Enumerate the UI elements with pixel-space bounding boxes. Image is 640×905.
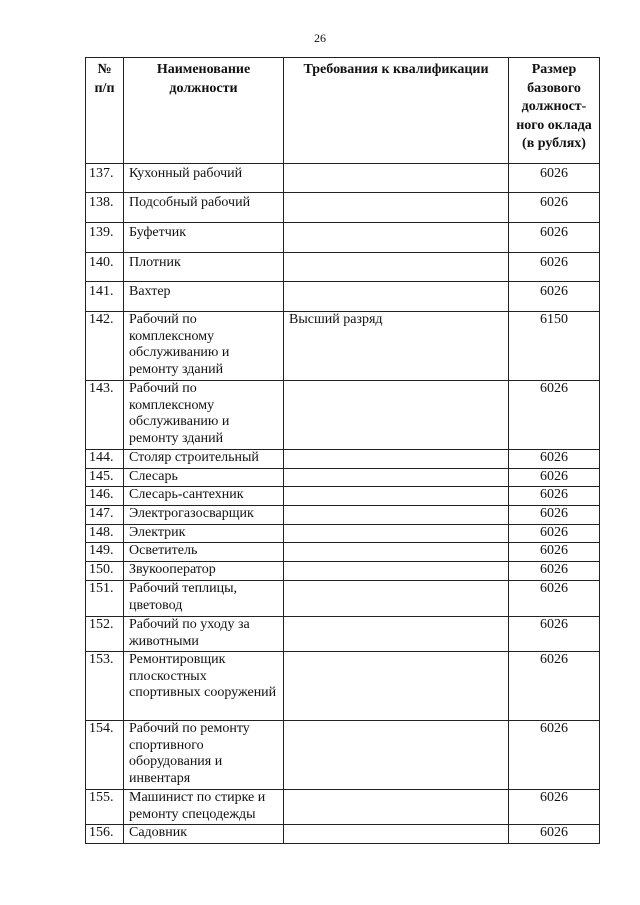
row-requirements bbox=[284, 543, 509, 562]
row-position: Ремонтировщик плоскостных спортивных сооружений bbox=[124, 652, 284, 721]
table-row bbox=[86, 253, 600, 282]
row-salary: 6026 bbox=[509, 652, 600, 721]
row-salary: 6026 bbox=[509, 721, 600, 790]
row-requirements bbox=[284, 487, 509, 506]
row-requirements bbox=[284, 617, 509, 652]
table-row bbox=[86, 652, 600, 721]
row-requirements bbox=[284, 223, 509, 253]
row-position: Рабочий по комплексному обслуживанию и ремонту зданий bbox=[124, 312, 284, 381]
table-row bbox=[86, 487, 600, 506]
row-requirements bbox=[284, 506, 509, 525]
table-row bbox=[86, 721, 600, 790]
row-number: 149. bbox=[86, 543, 124, 562]
row-position: Рабочий по уходу за животными bbox=[124, 617, 284, 652]
row-number: 142. bbox=[86, 312, 124, 381]
row-requirements bbox=[284, 282, 509, 312]
row-number: 155. bbox=[86, 790, 124, 825]
row-requirements: Высший разряд bbox=[284, 312, 509, 381]
table-row bbox=[86, 282, 600, 312]
row-position: Рабочий по комплексному обслуживанию и ремонту зданий bbox=[124, 381, 284, 450]
row-position: Машинист по стирке и ремонту спецодежды bbox=[124, 790, 284, 825]
table-row bbox=[86, 450, 600, 469]
row-salary: 6026 bbox=[509, 381, 600, 450]
row-position: Электрогазосварщик bbox=[124, 506, 284, 525]
positions-table bbox=[85, 57, 600, 844]
table-row bbox=[86, 525, 600, 543]
row-number: 143. bbox=[86, 381, 124, 450]
table-row bbox=[86, 543, 600, 562]
row-position: Вахтер bbox=[124, 282, 284, 312]
row-requirements bbox=[284, 450, 509, 469]
row-number: 140. bbox=[86, 253, 124, 282]
row-number: 154. bbox=[86, 721, 124, 790]
row-number: 139. bbox=[86, 223, 124, 253]
row-salary: 6026 bbox=[509, 506, 600, 525]
row-salary: 6026 bbox=[509, 825, 600, 844]
row-number: 150. bbox=[86, 562, 124, 581]
row-position: Подсобный рабочий bbox=[124, 193, 284, 223]
row-salary: 6026 bbox=[509, 253, 600, 282]
row-number: 147. bbox=[86, 506, 124, 525]
row-number: 146. bbox=[86, 487, 124, 506]
table-row bbox=[86, 469, 600, 487]
row-number: 137. bbox=[86, 164, 124, 193]
row-salary: 6026 bbox=[509, 487, 600, 506]
row-salary: 6026 bbox=[509, 193, 600, 223]
row-number: 148. bbox=[86, 525, 124, 543]
row-requirements bbox=[284, 381, 509, 450]
row-requirements bbox=[284, 525, 509, 543]
row-salary: 6026 bbox=[509, 790, 600, 825]
row-salary: 6026 bbox=[509, 581, 600, 617]
row-number: 144. bbox=[86, 450, 124, 469]
row-salary: 6026 bbox=[509, 450, 600, 469]
row-requirements bbox=[284, 164, 509, 193]
row-requirements bbox=[284, 253, 509, 282]
row-position: Электрик bbox=[124, 525, 284, 543]
row-number: 151. bbox=[86, 581, 124, 617]
table-row bbox=[86, 825, 600, 844]
row-position: Садовник bbox=[124, 825, 284, 844]
table-header-row bbox=[86, 58, 600, 164]
table-row bbox=[86, 164, 600, 193]
row-position: Плотник bbox=[124, 253, 284, 282]
row-position: Буфетчик bbox=[124, 223, 284, 253]
row-salary: 6026 bbox=[509, 469, 600, 487]
table-row bbox=[86, 617, 600, 652]
row-number: 141. bbox=[86, 282, 124, 312]
row-number: 138. bbox=[86, 193, 124, 223]
row-position: Рабочий по ремонту спортивного оборудования и инвентаря bbox=[124, 721, 284, 790]
row-number: 156. bbox=[86, 825, 124, 844]
row-position: Рабочий теплицы, цветовод bbox=[124, 581, 284, 617]
row-number: 145. bbox=[86, 469, 124, 487]
row-position: Слесарь-сантехник bbox=[124, 487, 284, 506]
header-requirements: Требования к квалификации bbox=[284, 58, 509, 164]
row-salary: 6026 bbox=[509, 282, 600, 312]
table-row bbox=[86, 790, 600, 825]
table-row bbox=[86, 581, 600, 617]
row-number: 153. bbox=[86, 652, 124, 721]
row-number: 152. bbox=[86, 617, 124, 652]
row-position: Столяр строительный bbox=[124, 450, 284, 469]
header-name: Наименование должности bbox=[124, 58, 284, 164]
row-requirements bbox=[284, 790, 509, 825]
header-salary: Размер базового должност-ного оклада (в рублях) bbox=[509, 58, 600, 164]
row-requirements bbox=[284, 562, 509, 581]
table-row bbox=[86, 506, 600, 525]
row-requirements bbox=[284, 469, 509, 487]
row-requirements bbox=[284, 652, 509, 721]
row-position: Звукооператор bbox=[124, 562, 284, 581]
page-number: 26 bbox=[314, 31, 326, 45]
row-position: Слесарь bbox=[124, 469, 284, 487]
row-requirements bbox=[284, 581, 509, 617]
row-requirements bbox=[284, 193, 509, 223]
table-row bbox=[86, 193, 600, 223]
header-num: № п/п bbox=[86, 58, 124, 164]
row-requirements bbox=[284, 825, 509, 844]
row-salary: 6150 bbox=[509, 312, 600, 381]
table-row bbox=[86, 381, 600, 450]
row-salary: 6026 bbox=[509, 617, 600, 652]
row-position: Осветитель bbox=[124, 543, 284, 562]
row-position: Кухонный рабочий bbox=[124, 164, 284, 193]
table-row bbox=[86, 312, 600, 381]
row-salary: 6026 bbox=[509, 562, 600, 581]
row-salary: 6026 bbox=[509, 223, 600, 253]
row-salary: 6026 bbox=[509, 164, 600, 193]
row-requirements bbox=[284, 721, 509, 790]
row-salary: 6026 bbox=[509, 525, 600, 543]
table-row bbox=[86, 223, 600, 253]
row-salary: 6026 bbox=[509, 543, 600, 562]
table-row bbox=[86, 562, 600, 581]
